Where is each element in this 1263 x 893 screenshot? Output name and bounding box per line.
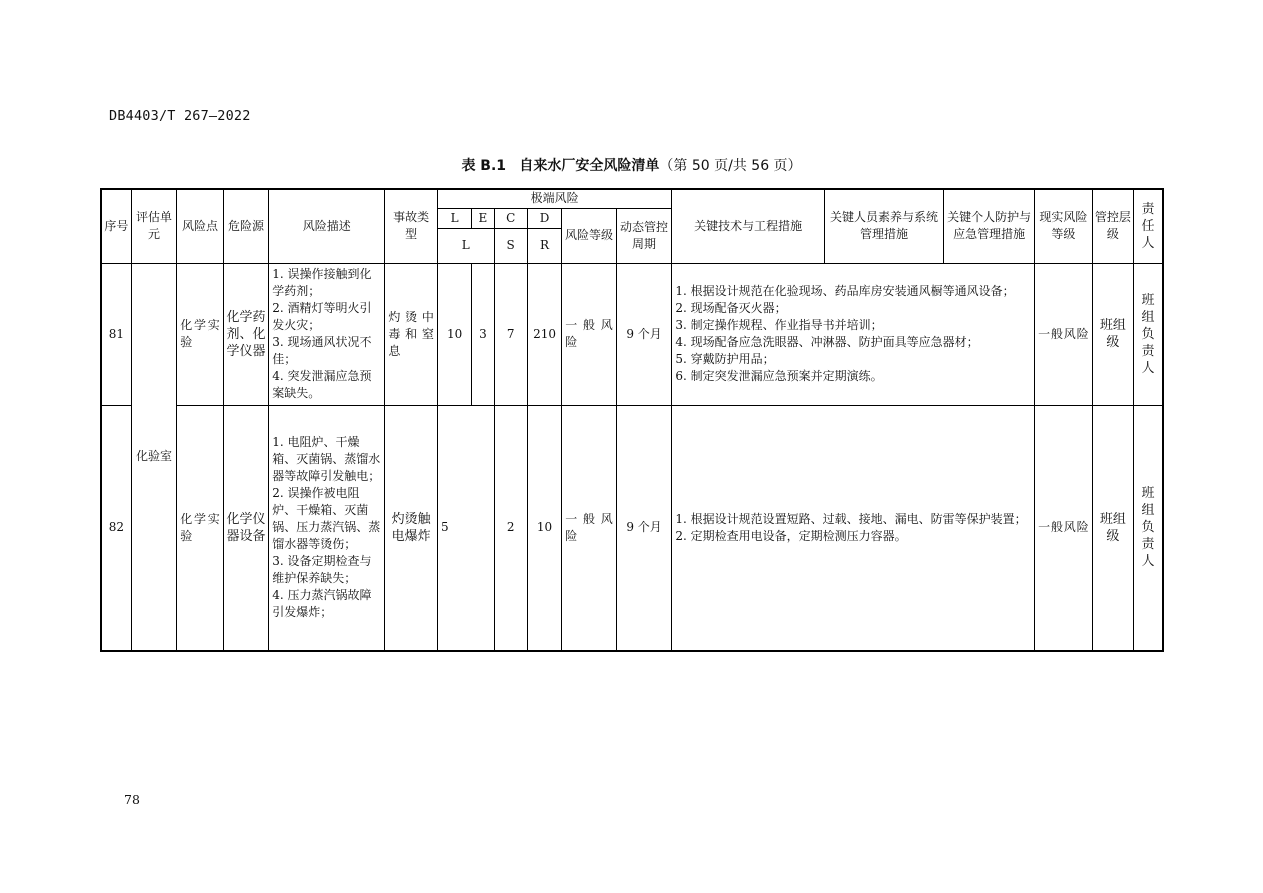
- col-header-source: 危险源: [223, 189, 268, 263]
- document-id: DB4403/T 267—2022: [109, 108, 251, 124]
- cell-d: 10: [527, 405, 561, 651]
- col-header-cycle: 动态管控周期: [616, 208, 672, 263]
- cell-type: 灼烫中毒和窒息: [385, 263, 438, 405]
- col-header-e: E: [472, 208, 494, 228]
- cell-point: 化学实验: [177, 405, 223, 651]
- cell-cycle: 9 个月: [616, 263, 672, 405]
- cell-desc: 1. 误操作接触到化学药剂； 2. 酒精灯等明火引发火灾； 3. 现场通风状况不佳； 4. 突发泄漏应急预案缺失。: [269, 263, 385, 405]
- cell-seq: 81: [101, 263, 131, 405]
- cell-point: 化学实验: [177, 263, 223, 405]
- col-header-d: D: [527, 208, 561, 228]
- page-number: 78: [124, 792, 140, 807]
- col-header-s: S: [494, 228, 527, 263]
- col-header-real: 现实风险等级: [1035, 189, 1093, 263]
- cell-l: 10: [437, 263, 471, 405]
- col-header-mgmt: 关键人员素养与系统管理措施: [824, 189, 943, 263]
- table-caption: [0, 155, 1263, 175]
- table-title: 自来水厂安全风险清单: [519, 158, 660, 174]
- col-header-resp: 责任人: [1134, 189, 1163, 263]
- col-header-ctrl: 管控层级: [1092, 189, 1133, 263]
- table-label: 表 B.1: [461, 158, 507, 174]
- cell-ctrl: 班组级: [1092, 263, 1133, 405]
- col-header-grade: 风险等级: [562, 208, 617, 263]
- cell-source: 化学药剂、化学仪器: [223, 263, 268, 405]
- cell-tech: 1. 根据设计规范设置短路、过载、接地、漏电、防雷等保护装置； 2. 定期检查用电设备，定期检测压力容器。: [672, 405, 1035, 651]
- cell-l: 5: [437, 405, 494, 651]
- cell-d: 210: [527, 263, 561, 405]
- cell-ctrl: 班组级: [1092, 405, 1133, 651]
- cell-resp: 班组负责人: [1134, 405, 1163, 651]
- cell-seq: 82: [101, 405, 131, 651]
- col-header-seq: 序号: [101, 189, 131, 263]
- col-header-ppe: 关键个人防护与应急管理措施: [944, 189, 1035, 263]
- risk-table: [100, 188, 1164, 652]
- col-header-r: R: [527, 228, 561, 263]
- col-header-extreme: 极端风险: [437, 189, 671, 208]
- cell-real: 一般风险: [1035, 405, 1093, 651]
- cell-real: 一般风险: [1035, 263, 1093, 405]
- col-header-type: 事故类型: [385, 189, 438, 263]
- cell-source: 化学仪器设备: [223, 405, 268, 651]
- cell-type: 灼烫触电爆炸: [385, 405, 438, 651]
- cell-e: 3: [472, 263, 494, 405]
- cell-resp: 班组负责人: [1134, 263, 1163, 405]
- cell-grade: 一般风险: [562, 405, 617, 651]
- cell-cycle: 9 个月: [616, 405, 672, 651]
- col-header-l2: L: [437, 228, 494, 263]
- col-header-l: L: [437, 208, 471, 228]
- cell-c: 7: [494, 263, 527, 405]
- cell-c: 2: [494, 405, 527, 651]
- col-header-c: C: [494, 208, 527, 228]
- col-header-desc: 风险描述: [269, 189, 385, 263]
- col-header-tech: 关键技术与工程措施: [672, 189, 825, 263]
- table-row: [101, 405, 1163, 651]
- table-pages: （第 50 页/共 56 页）: [659, 158, 802, 174]
- table-row: [101, 263, 1163, 405]
- col-header-point: 风险点: [177, 189, 223, 263]
- cell-unit: 化验室: [131, 263, 176, 651]
- cell-tech: 1. 根据设计规范在化验现场、药品库房安装通风橱等通风设备； 2. 现场配备灭火器； 3. 制定操作规程、作业指导书并培训； 4. 现场配备应急洗眼器、冲淋器、防护面具等应急器材； 5. 穿戴防护用品； 6. 制定突发泄漏应急预案并定期演练。: [672, 263, 1035, 405]
- col-header-unit: 评估单元: [131, 189, 176, 263]
- cell-desc: 1. 电阻炉、干燥箱、灭菌锅、蒸馏水器等故障引发触电； 2. 误操作被电阻炉、干燥箱、灭菌锅、压力蒸汽锅、蒸馏水器等烫伤； 3. 设备定期检查与维护保养缺失； 4. 压力蒸汽锅故障引发爆炸；: [269, 405, 385, 651]
- cell-grade: 一般风险: [562, 263, 617, 405]
